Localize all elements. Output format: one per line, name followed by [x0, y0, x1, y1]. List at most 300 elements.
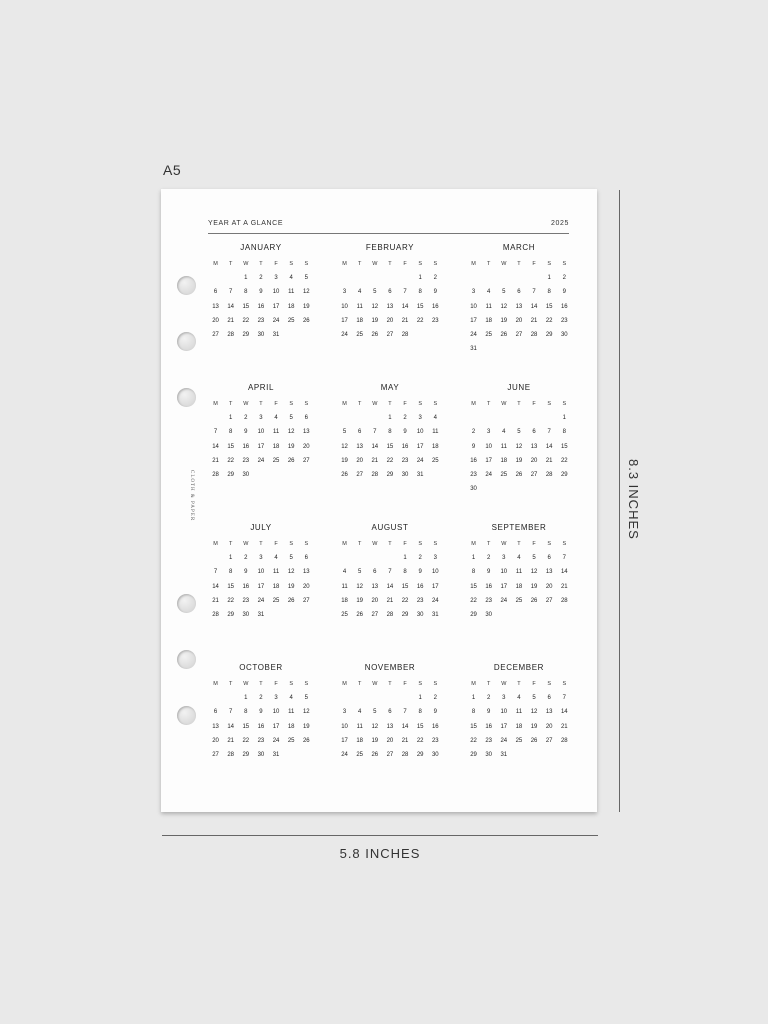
empty-day	[496, 411, 511, 425]
day-number: 19	[371, 737, 379, 744]
day-number: 29	[401, 611, 409, 618]
day-number: 17	[500, 723, 508, 730]
day-number: 14	[530, 303, 538, 310]
day-number: 14	[227, 303, 235, 310]
months-grid	[208, 241, 572, 781]
day-number: 9	[244, 569, 248, 576]
day-number: 9	[433, 289, 437, 296]
weekday-label: W	[501, 401, 507, 407]
day-number: 26	[341, 471, 348, 478]
weekday-label: T	[229, 541, 233, 547]
day-number: 11	[515, 569, 523, 576]
weekday-label: T	[487, 541, 491, 547]
day-number: 20	[212, 317, 219, 324]
day-number: 6	[304, 415, 308, 422]
weekday-label: M	[471, 401, 476, 407]
day-number: 22	[401, 597, 409, 604]
day-number: 19	[530, 583, 538, 590]
day-number: 24	[341, 331, 348, 338]
day-number: 23	[560, 317, 568, 324]
day-number: 15	[227, 583, 235, 590]
day-number: 24	[272, 737, 280, 744]
weekday-label: M	[213, 541, 218, 547]
day-number: 25	[500, 471, 508, 478]
day-number: 26	[530, 737, 538, 744]
day-number: 26	[530, 597, 538, 604]
day-number: 17	[485, 457, 493, 464]
weekday-label: T	[487, 681, 491, 687]
day-number: 23	[431, 737, 439, 744]
day-number: 29	[242, 751, 250, 758]
weekday-label: S	[433, 541, 438, 547]
day-number: 29	[227, 471, 235, 478]
day-number: 27	[212, 751, 219, 758]
empty-day	[352, 691, 367, 705]
day-number: 10	[485, 443, 493, 450]
day-number: 20	[386, 317, 394, 324]
height-dimension-label: 8.3 INCHES	[626, 459, 641, 540]
day-number: 20	[515, 317, 523, 324]
day-number: 25	[272, 597, 280, 604]
day-number: 24	[416, 457, 424, 464]
weekday-label: T	[259, 261, 263, 267]
day-number: 10	[416, 429, 424, 436]
day-number: 24	[485, 471, 493, 478]
weekday-label: W	[501, 681, 507, 687]
weekday-label: S	[418, 401, 423, 407]
day-number: 1	[403, 555, 407, 562]
day-number: 26	[371, 331, 379, 338]
empty-day	[352, 411, 367, 425]
weekday-label: M	[471, 681, 476, 687]
day-number: 28	[386, 611, 394, 618]
day-number: 26	[371, 751, 379, 758]
day-number: 12	[287, 569, 295, 576]
day-number: 11	[272, 429, 280, 436]
day-number: 14	[560, 569, 568, 576]
day-number: 5	[304, 695, 308, 702]
weekday-label: S	[547, 541, 552, 547]
day-number: 15	[560, 443, 568, 450]
weekday-label: T	[358, 541, 362, 547]
weekday-label: S	[562, 261, 567, 267]
day-number: 10	[257, 569, 265, 576]
weekday-label: T	[388, 261, 392, 267]
day-number: 19	[287, 443, 295, 450]
day-number: 21	[371, 457, 379, 464]
empty-day	[382, 691, 397, 705]
month-calendar	[466, 661, 572, 801]
day-number: 8	[418, 289, 422, 296]
day-number: 31	[431, 611, 439, 618]
day-grid	[466, 537, 572, 622]
empty-day	[208, 411, 223, 425]
day-number: 8	[229, 569, 233, 576]
day-number: 30	[401, 471, 409, 478]
day-number: 8	[244, 709, 248, 716]
day-number: 8	[244, 289, 248, 296]
day-number: 16	[485, 723, 493, 730]
day-number: 20	[356, 457, 364, 464]
day-number: 5	[289, 555, 293, 562]
day-number: 27	[302, 457, 310, 464]
day-number: 16	[401, 443, 409, 450]
day-number: 16	[560, 303, 568, 310]
day-number: 22	[227, 457, 235, 464]
empty-day	[382, 271, 397, 285]
day-number: 18	[485, 317, 493, 324]
day-number: 24	[470, 331, 477, 338]
day-number: 16	[257, 723, 265, 730]
day-number: 7	[229, 289, 233, 296]
day-number: 3	[502, 695, 506, 702]
weekday-label: F	[532, 261, 536, 267]
day-number: 19	[302, 303, 310, 310]
day-number: 27	[371, 611, 379, 618]
day-number: 1	[471, 555, 476, 562]
day-number: 12	[371, 303, 379, 310]
empty-day	[511, 271, 526, 285]
binder-hole	[177, 650, 196, 669]
weekday-label: S	[418, 681, 423, 687]
day-number: 29	[470, 751, 477, 758]
day-number: 30	[242, 471, 250, 478]
month-name: JANUARY	[240, 243, 282, 252]
day-number: 1	[229, 555, 233, 562]
day-number: 28	[227, 751, 235, 758]
binder-hole	[177, 276, 196, 295]
day-number: 31	[257, 611, 265, 618]
day-number: 13	[545, 709, 553, 716]
day-number: 21	[227, 317, 235, 324]
empty-day	[352, 551, 367, 565]
month-name: OCTOBER	[239, 663, 283, 672]
month-name: DECEMBER	[493, 663, 545, 672]
day-number: 6	[304, 555, 308, 562]
empty-day	[466, 271, 481, 285]
day-number: 6	[358, 429, 362, 436]
day-number: 13	[212, 723, 219, 730]
day-number: 2	[244, 415, 248, 422]
year-label: 2025	[551, 220, 569, 227]
weekday-label: S	[289, 541, 294, 547]
day-number: 13	[371, 583, 379, 590]
day-number: 21	[530, 317, 538, 324]
empty-day	[367, 551, 382, 565]
day-number: 4	[358, 289, 362, 296]
weekday-label: W	[372, 261, 378, 267]
day-number: 21	[560, 583, 568, 590]
day-number: 13	[386, 303, 394, 310]
weekday-label: M	[342, 681, 347, 687]
day-number: 26	[302, 737, 310, 744]
day-number: 10	[257, 429, 265, 436]
day-number: 27	[545, 737, 553, 744]
day-number: 24	[431, 597, 439, 604]
day-number: 11	[432, 429, 439, 436]
day-number: 7	[373, 429, 377, 436]
day-number: 20	[212, 737, 219, 744]
day-number: 3	[274, 695, 278, 702]
day-number: 23	[401, 457, 409, 464]
day-number: 25	[485, 331, 493, 338]
weekday-label: S	[304, 401, 309, 407]
day-number: 20	[545, 583, 553, 590]
day-number: 18	[272, 443, 280, 450]
empty-day	[527, 271, 542, 285]
empty-day	[367, 691, 382, 705]
day-number: 25	[272, 457, 280, 464]
brand-mark: CLOTH & PAPER	[189, 470, 194, 522]
day-number: 17	[431, 583, 439, 590]
empty-day	[223, 271, 238, 285]
day-number: 28	[560, 737, 568, 744]
day-number: 8	[471, 709, 476, 716]
day-number: 15	[416, 303, 424, 310]
day-number: 15	[242, 723, 250, 730]
weekday-label: S	[433, 681, 438, 687]
day-number: 22	[242, 317, 250, 324]
day-number: 18	[341, 597, 348, 604]
weekday-label: F	[403, 541, 407, 547]
day-number: 25	[431, 457, 439, 464]
day-number: 4	[517, 695, 521, 702]
weekday-label: W	[243, 681, 249, 687]
planner-page	[161, 189, 597, 812]
day-number: 15	[470, 723, 477, 730]
empty-day	[481, 271, 496, 285]
month-name: MAY	[380, 383, 400, 392]
day-number: 16	[431, 303, 439, 310]
day-number: 2	[259, 275, 263, 282]
day-number: 19	[530, 723, 538, 730]
day-number: 20	[371, 597, 379, 604]
weekday-label: W	[243, 401, 249, 407]
day-number: 14	[386, 583, 394, 590]
month-name: NOVEMBER	[364, 663, 416, 672]
day-number: 21	[212, 597, 219, 604]
day-number: 5	[304, 275, 308, 282]
day-number: 7	[403, 709, 407, 716]
day-number: 2	[487, 695, 491, 702]
day-number: 18	[356, 737, 364, 744]
day-number: 28	[212, 611, 219, 618]
day-number: 30	[470, 486, 477, 493]
weekday-label: T	[517, 261, 521, 267]
day-number: 14	[212, 443, 219, 450]
day-number: 11	[288, 709, 295, 716]
day-number: 31	[500, 751, 508, 758]
day-number: 4	[289, 275, 293, 282]
day-number: 23	[485, 737, 493, 744]
weekday-label: T	[517, 401, 521, 407]
day-number: 18	[431, 443, 439, 450]
day-number: 7	[547, 429, 551, 436]
day-number: 18	[287, 303, 295, 310]
weekday-label: S	[289, 681, 294, 687]
day-number: 16	[242, 583, 250, 590]
day-number: 20	[545, 723, 553, 730]
day-grid	[466, 677, 572, 762]
day-number: 12	[500, 303, 508, 310]
weekday-label: M	[471, 541, 476, 547]
day-number: 6	[517, 289, 521, 296]
day-number: 7	[213, 569, 218, 576]
day-number: 14	[401, 723, 409, 730]
day-number: 22	[416, 317, 424, 324]
day-number: 3	[342, 709, 347, 716]
day-number: 12	[515, 443, 523, 450]
weekday-label: T	[259, 681, 263, 687]
day-number: 9	[259, 289, 263, 296]
empty-day	[367, 271, 382, 285]
day-number: 20	[302, 583, 310, 590]
day-number: 25	[515, 597, 523, 604]
day-number: 29	[470, 611, 477, 618]
day-number: 24	[341, 751, 348, 758]
day-number: 3	[502, 555, 506, 562]
weekday-label: S	[547, 401, 552, 407]
day-number: 27	[212, 331, 219, 338]
day-number: 28	[545, 471, 553, 478]
empty-day	[481, 411, 496, 425]
day-number: 10	[341, 303, 348, 310]
day-grid	[337, 537, 443, 622]
day-number: 7	[562, 555, 566, 562]
day-number: 12	[302, 709, 310, 716]
binder-hole	[177, 594, 196, 613]
day-number: 5	[373, 289, 377, 296]
empty-day	[496, 271, 511, 285]
month-name: APRIL	[247, 383, 275, 392]
day-number: 5	[502, 289, 506, 296]
day-number: 29	[242, 331, 250, 338]
month-calendar	[208, 661, 314, 801]
day-grid	[337, 257, 443, 342]
day-number: 8	[547, 289, 551, 296]
day-number: 19	[515, 457, 523, 464]
day-number: 1	[244, 275, 248, 282]
day-number: 29	[545, 331, 553, 338]
weekday-label: T	[388, 541, 392, 547]
weekday-label: M	[213, 401, 218, 407]
day-number: 3	[471, 289, 476, 296]
day-number: 3	[418, 415, 422, 422]
day-number: 28	[560, 597, 568, 604]
day-number: 13	[530, 443, 538, 450]
weekday-label: S	[289, 261, 294, 267]
day-number: 14	[401, 303, 409, 310]
day-number: 19	[500, 317, 508, 324]
day-number: 30	[416, 611, 424, 618]
day-number: 2	[471, 429, 476, 436]
month-calendar	[337, 381, 443, 521]
month-name: SEPTEMBER	[491, 523, 547, 532]
day-number: 10	[272, 709, 280, 716]
day-number: 9	[259, 709, 263, 716]
weekday-label: F	[403, 681, 407, 687]
weekday-label: W	[372, 401, 378, 407]
weekday-label: S	[289, 401, 294, 407]
day-grid	[208, 257, 314, 342]
day-number: 23	[416, 597, 424, 604]
day-number: 27	[545, 597, 553, 604]
day-number: 30	[242, 611, 250, 618]
day-number: 17	[341, 737, 348, 744]
weekday-label: M	[342, 261, 347, 267]
weekday-label: T	[517, 541, 521, 547]
weekday-label: T	[358, 401, 362, 407]
day-number: 30	[257, 751, 265, 758]
day-number: 6	[388, 289, 392, 296]
day-number: 17	[416, 443, 424, 450]
day-number: 25	[287, 317, 295, 324]
month-calendar	[208, 241, 314, 381]
page-header	[208, 219, 569, 234]
day-number: 12	[371, 723, 379, 730]
weekday-label: M	[213, 681, 218, 687]
day-grid	[337, 397, 443, 482]
page-title: YEAR AT A GLANCE	[208, 220, 284, 227]
day-number: 31	[272, 751, 280, 758]
weekday-label: T	[517, 681, 521, 687]
day-number: 4	[289, 695, 293, 702]
day-number: 19	[356, 597, 364, 604]
day-grid	[208, 537, 314, 622]
day-number: 11	[272, 569, 280, 576]
day-number: 30	[257, 331, 265, 338]
day-number: 28	[530, 331, 538, 338]
weekday-label: F	[403, 261, 407, 267]
month-name: MARCH	[502, 243, 536, 252]
day-number: 11	[515, 709, 523, 716]
day-number: 12	[287, 429, 295, 436]
day-number: 4	[342, 569, 347, 576]
day-number: 22	[227, 597, 235, 604]
day-number: 29	[386, 471, 394, 478]
day-number: 13	[302, 429, 310, 436]
day-grid	[208, 397, 314, 482]
day-number: 18	[287, 723, 295, 730]
day-grid	[466, 397, 572, 496]
day-number: 2	[433, 695, 437, 702]
day-grid	[466, 257, 572, 356]
weekday-label: S	[304, 261, 309, 267]
month-name: JUNE	[507, 383, 531, 392]
day-number: 23	[242, 457, 250, 464]
day-number: 12	[302, 289, 310, 296]
day-number: 11	[356, 723, 363, 730]
day-number: 10	[500, 569, 508, 576]
day-number: 27	[356, 471, 364, 478]
day-number: 6	[373, 569, 377, 576]
day-number: 4	[433, 415, 437, 422]
month-calendar	[337, 241, 443, 381]
weekday-label: S	[418, 541, 423, 547]
day-number: 12	[356, 583, 364, 590]
empty-day	[398, 691, 413, 705]
day-number: 23	[242, 597, 250, 604]
day-number: 27	[530, 471, 538, 478]
day-number: 19	[341, 457, 348, 464]
day-number: 13	[356, 443, 364, 450]
day-number: 9	[487, 709, 491, 716]
empty-day	[352, 271, 367, 285]
day-number: 14	[560, 709, 568, 716]
day-number: 21	[545, 457, 553, 464]
day-number: 27	[386, 331, 394, 338]
weekday-label: F	[532, 541, 536, 547]
